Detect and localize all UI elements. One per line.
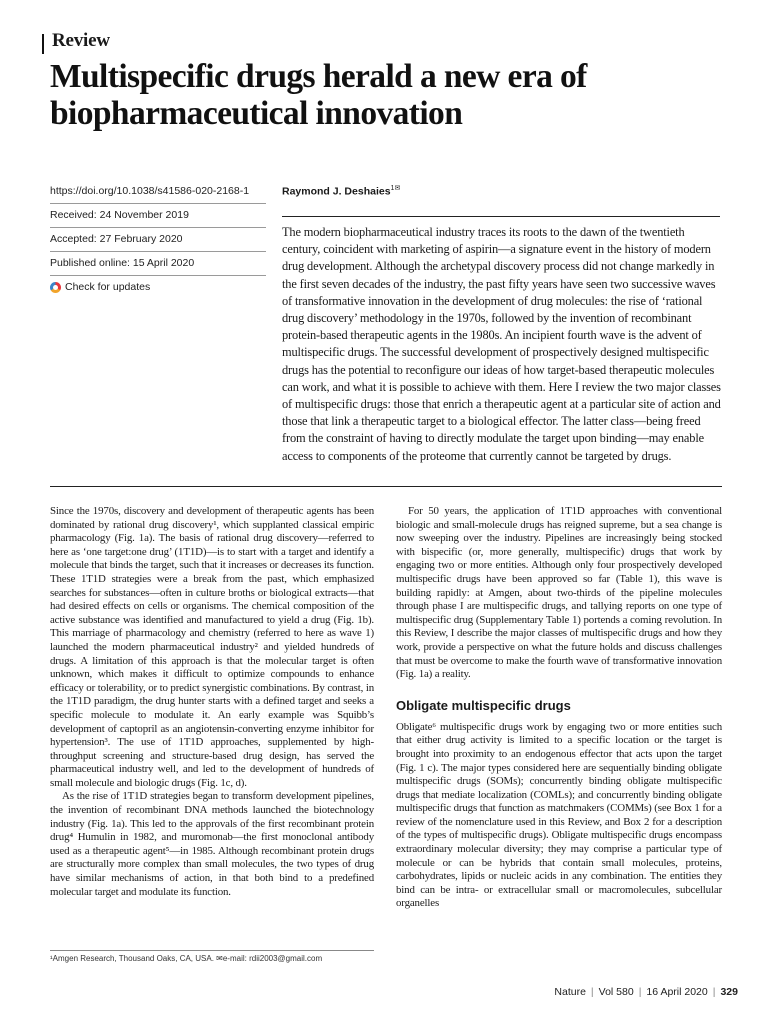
received-date: Received: 24 November 2019 — [50, 204, 266, 228]
doi-link[interactable]: https://doi.org/10.1038/s41586-020-2168-1 — [50, 180, 266, 204]
check-updates-label: Check for updates — [65, 281, 151, 293]
affiliation-footnote: ¹Amgen Research, Thousand Oaks, CA, USA. ✉e-mail: rdii2003@gmail.com — [50, 954, 323, 963]
body-paragraph: Since the 1970s, discovery and development of therapeutic agents has been dominated by rational drug discovery¹, which supplanted classical empiric pharmacology (Fig. 1a). The basis of rational drug discovery—referred to here as ‘one target:one drug’ (1T1D)—is to start with a target and identify a molecule that binds the target, such that it increases or decreases its function. These 1T1D strategies were a break from the past, which emphasized searches for substances—often in culture broths or biological extracts—that had desired effects on cells or organisms. The chemical composition of the active substance was identified and manufactured to yield a drug (Fig. 1b). This marriage of pharmacology and chemistry (referred to here as wave 1) launched the modern pharmaceutical industry² and yielded hundreds of drugs. A limitation of this approach is that the molecular target is often unknown, which makes it difficult to optimize compounds to enhance efficacy or tolerability, or to predict synergistic combinations. By contrast, in the 1T1D paradigm, the drug hunter starts with a defined target and seeks a specific molecule to modulate it. An early example was Squibb’s development of captopril as an angiotensin-converting enzyme inhibitor for hypertension³. The use of 1T1D approaches, supplemented by high-throughput screening and structure-based drug design, has served the pharmaceutical industry well, and led to the development of hundreds of small molecule and biologic drugs (Fig. 1c, d). — [50, 505, 374, 789]
footnote-divider — [50, 950, 374, 951]
check-updates-button[interactable] — [50, 276, 266, 299]
page-footer — [554, 986, 738, 998]
author-name[interactable]: Raymond J. Deshaies — [282, 185, 391, 198]
author-line — [282, 184, 400, 198]
journal-name: Nature — [554, 986, 586, 998]
body-column-left — [50, 505, 374, 899]
body-paragraph: Obligate⁶ multispecific drugs work by engaging two or more entities such that either drug activity is limited to a specific location or the target is brought into proximity to an endogenous effector that acts upon the target (Fig. 1 c). The major types considered here are sequentially binding obligate multispecific drugs (SOMs); concurrently binding obligate multispecific drugs that mediate localization (COMLs); and concurrently binding obligate multispecific drugs that function as matchmakers (COMMs) (see Box 1 for a review of the nomenclature used in this Review, and Box 2 for a description of the types of multispecific drugs). Obligate multispecific drugs encompass extraordinary molecular diversity; they may comprise a particular type of molecule or can be hybrids that contain small molecules, proteins, carbohydrates, lipids or nucleic acids in any combination. The entities they bind can be intra- or extracellular small or macromolecules, subcellular organelles — [396, 720, 722, 910]
abstract: The modern biopharmaceutical industry traces its roots to the dawn of the twentieth century, coincident with marketing of aspirin—a signature event in the history of modern drug development. Although the archetypal discovery process did not change markedly in the first seven decades of the industry, the past fifty years have seen two successive waves of transformative innovation in the development of drug molecules: the rise of ‘rational drug discovery’ methodology in the 1970s, followed by the invention of recombinant protein-based therapeutic agents in the 1980s. An incipient fourth wave is the advent of multispecific drugs. The successful development of prospectively designed multispecific drugs has the potential to reconfigure our ideas of how target-based therapeutic molecules can work, and what it is possible to achieve with them. Here I review the two major classes of multispecific drugs: those that enrich a therapeutic agent at a particular site of action and those that link a therapeutic target to a biological effector. The latter class—being freed from the constraint of having to directly modulate the target upon binding—may enable access to components of the proteome that currently cannot be targeted by drugs. — [282, 225, 721, 463]
issue-date: 16 April 2020 — [646, 986, 708, 998]
section-heading: Obligate multispecific drugs — [396, 697, 571, 713]
body-column-right — [396, 505, 722, 911]
body-paragraph: For 50 years, the application of 1T1D approaches with conventional biologic and small-molecule drugs has reigned supreme, but a sea change is now sweeping over the industry. Pipelines are increasingly being stocked with bispecific (or, more generally, multispecific) drugs that work by engaging two or more entities. Although only four prospectively developed multispecific drugs have been approved so far (Table 1), this wave is building rapidly: at Amgen, about two-thirds of the pipeline molecules through phase I are multispecific drugs, and tallying reports on one type of multispecific drug (Supplementary Table 1) portends a coming revolution. In this Review, I describe the major classes of multispecific drugs and how they work, provide a perspective on what the future holds and discuss challenges that must be overcome to make the fourth wave of transformative innovation (Fig. 1a) a reality. — [396, 505, 722, 681]
page-number: 329 — [720, 986, 738, 998]
author-marks: 1✉ — [390, 185, 401, 192]
abstract-divider — [282, 216, 720, 217]
check-updates-icon — [50, 282, 61, 293]
accepted-date: Accepted: 27 February 2020 — [50, 228, 266, 252]
footer-separator: | — [590, 986, 594, 998]
published-date: Published online: 15 April 2020 — [50, 252, 266, 276]
section-marker-bar — [42, 34, 44, 54]
journal-volume: Vol 580 — [598, 986, 634, 998]
body-paragraph: As the rise of 1T1D strategies began to transform development pipelines, the invention of recombinant DNA methods launched the biotechnology industry (Fig. 1a). This led to the approvals of the first recombinant protein drug⁴ Humulin in 1982, and muromonab—the first monoclonal antibody used as a therapeutic agent⁵—in 1985. Although recombinant protein drugs are structurally more complex than small molecules, the two types of drug have similar mechanisms of action, in that both bind to a predefined molecular target and modulate its function. — [50, 790, 374, 898]
footer-separator: | — [712, 986, 716, 998]
section-label: Review — [52, 30, 110, 51]
body-divider — [50, 486, 722, 487]
footer-separator: | — [638, 986, 642, 998]
article-title: Multispecific drugs herald a new era of biopharmaceutical innovation — [50, 58, 587, 132]
article-meta — [50, 180, 266, 299]
